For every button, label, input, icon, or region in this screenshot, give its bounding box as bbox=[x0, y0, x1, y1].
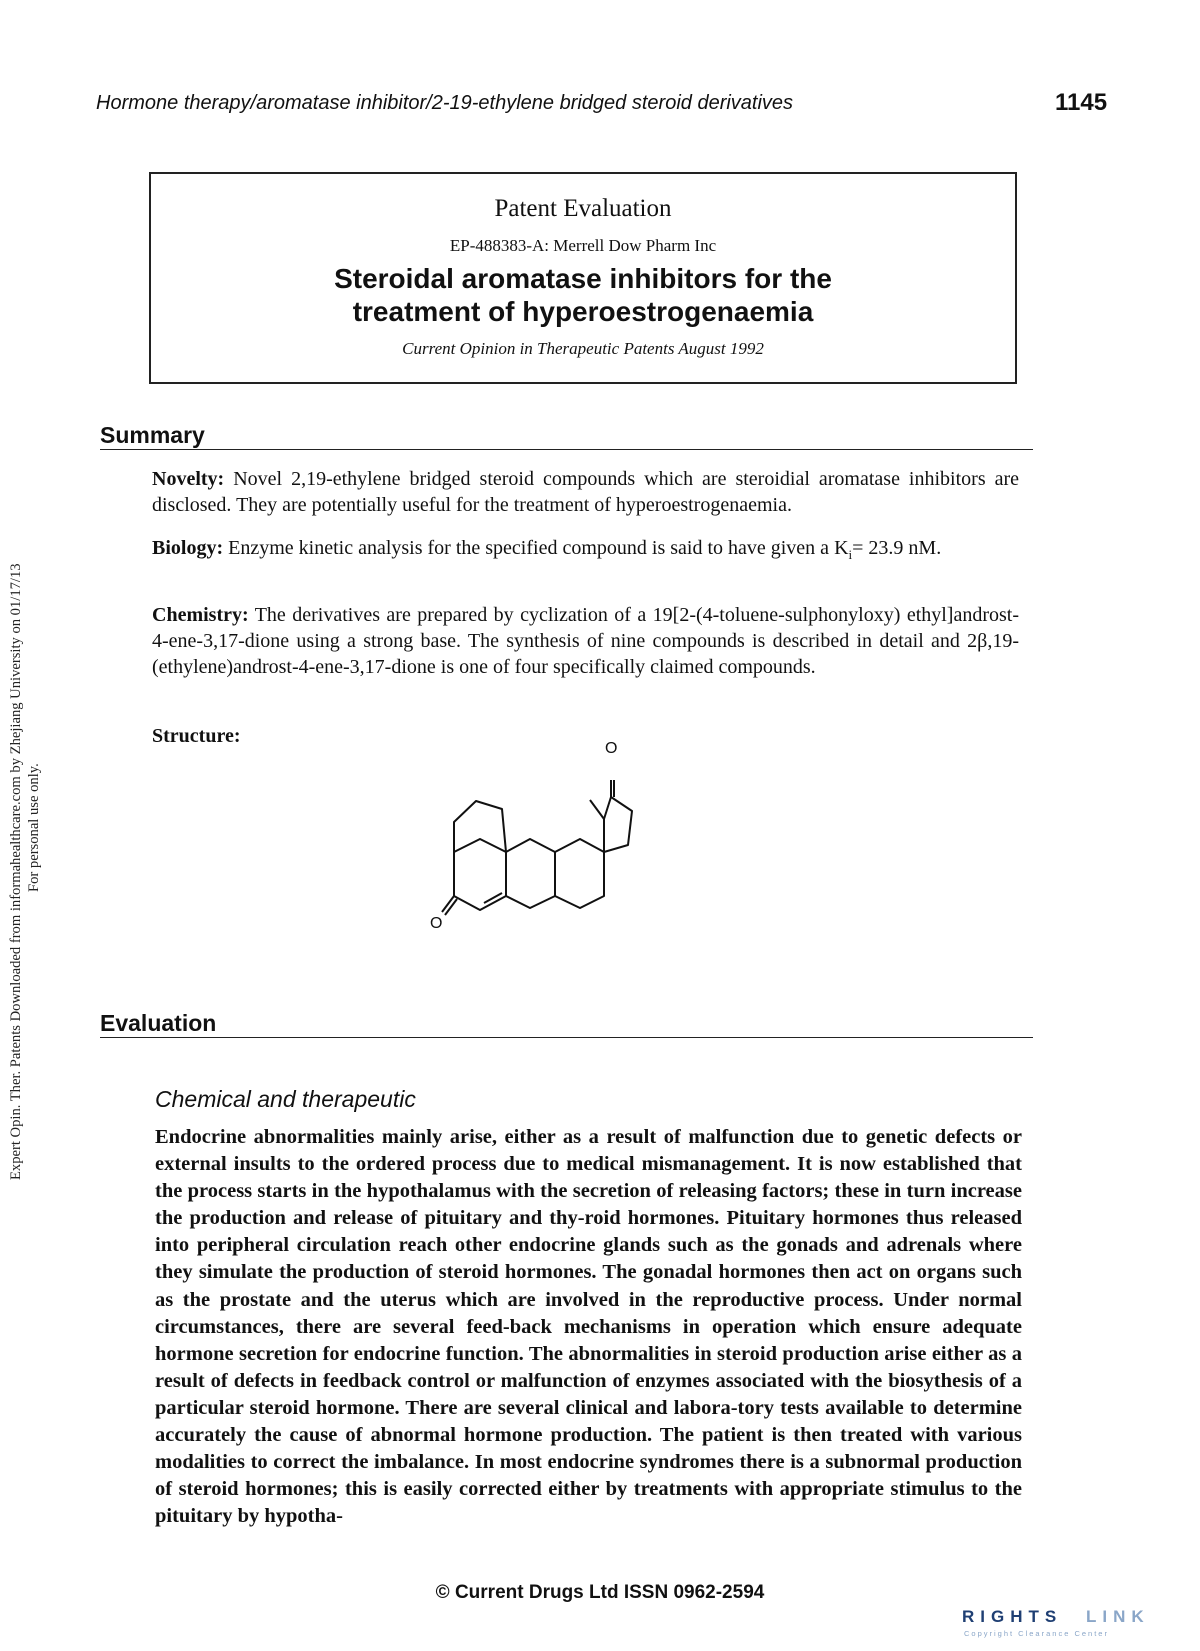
novelty-text: Novel 2,19-ethylene bridged steroid compounds which are steroidial aromatase inhibitors are disclosed. They are potentially useful for the treatment of hyperoestrogenaemia. bbox=[152, 468, 1020, 516]
evaluation-body: Endocrine abnormalities mainly arise, either as a result of malfunction due to genetic defects or external insults to the ordered process due to medical mismanagement. It is now established that the process starts in the hypothalamus with the secretion of releasing factors; these in turn increase the production and release of pituitary and thy-roid hormones. Pituitary hormones thus released into peripheral circulation reach other endocrine glands such as the gonads and adrenals where they simulate the production of steroid hormones. The gonadal hormones then act on organs such as the prostate and the uterus which are involved in the reproductive process. Under normal circumstances, there are several feed-back mechanisms in operation which ensure adequate hormone secretion for endocrine function. The abnormalities in steroid production arise either as a result of defects in feedback control or malfunction of enzymes associated with the biosythesis of a particular steroid hormone. There are several clinical and labora-tory tests available to determine accurately the cause of abnormal hormone production. The patient is then treated with various modalities to correct the imbalance. In most endocrine syndromes there is a subnormal production of steroid hormones; this is easily corrected either by treatments with appropriate stimulus to the pituitary by hypotha- bbox=[155, 1126, 1022, 1528]
ring-b bbox=[506, 839, 555, 908]
download-notice-line1: Expert Opin. Ther. Patents Downloaded from informahealthcare.com by Zhejiang University on 01/17/13 bbox=[8, 563, 24, 1180]
patent-evaluation-box bbox=[149, 172, 1017, 384]
running-head: Hormone therapy/aromatase inhibitor/2-19-ethylene bridged steroid derivatives bbox=[96, 92, 794, 114]
chemistry-text: The derivatives are prepared by cyclization of a 19[2-(4-toluene-sulphonyloxy) ethyl]androst-4-ene-3,17-dione using a strong base. The synthesis of nine compounds is described in detail and 2β,19-(ethylene)androst-4-ene-3,17-dione is one of four specifically claimed compounds. bbox=[152, 604, 1020, 678]
ki-value: = 23.9 nM. bbox=[852, 537, 942, 559]
structure-label: Structure: bbox=[152, 725, 241, 747]
methyl-18 bbox=[590, 800, 604, 819]
summary-heading: Summary bbox=[100, 421, 1033, 450]
download-notice-sidebar bbox=[0, 460, 60, 1180]
patent-title bbox=[151, 262, 1015, 328]
rightslink-logo bbox=[962, 1600, 1192, 1640]
chemistry-label: Chemistry: bbox=[152, 604, 249, 626]
rightslink-logo-rights: RIGHTS bbox=[962, 1607, 1063, 1626]
novelty-label: Novelty: bbox=[152, 468, 225, 490]
biology-text: Enzyme kinetic analysis for the specified compound is said to have given a bbox=[228, 537, 830, 559]
evaluation-heading: Evaluation bbox=[100, 1009, 1033, 1038]
evaluation-subheading: Chemical and therapeutic bbox=[155, 1086, 416, 1112]
journal-source: Current Opinion in Therapeutic Patents August 1992 bbox=[402, 339, 764, 358]
ring-d bbox=[604, 797, 632, 852]
patent-id: EP-488383-A: Merrell Dow Pharm Inc bbox=[449, 236, 717, 255]
patent-title-line2: treatment of hyperoestrogenaemia bbox=[352, 296, 814, 327]
biology-label: Biology: bbox=[152, 537, 224, 559]
oxygen-atom-top: O bbox=[605, 740, 618, 757]
ring-a bbox=[454, 839, 506, 910]
steroid-structure-diagram bbox=[430, 740, 680, 932]
download-notice-line2: For personal use only. bbox=[26, 763, 42, 892]
patent-title-line1: Steroidal aromatase inhibitors for the bbox=[334, 263, 832, 294]
chemistry-paragraph bbox=[152, 602, 1019, 680]
ki-subscript: i bbox=[848, 547, 853, 562]
ring-c bbox=[555, 839, 604, 908]
ethylene-bridge bbox=[454, 801, 506, 852]
ki-symbol: K bbox=[834, 537, 849, 559]
novelty-paragraph bbox=[152, 466, 1019, 518]
rightslink-logo-subtitle: Copyright Clearance Center bbox=[964, 1629, 1109, 1638]
oxygen-atom-left: O bbox=[430, 915, 443, 932]
page-number: 1145 bbox=[1055, 89, 1108, 116]
structure-paragraph bbox=[152, 723, 1019, 749]
box-heading: Patent Evaluation bbox=[494, 195, 672, 222]
double-bond-4 bbox=[484, 893, 502, 903]
copyright-footer: © Current Drugs Ltd ISSN 0962-2594 bbox=[435, 1582, 765, 1603]
biology-paragraph bbox=[152, 535, 1019, 568]
rightslink-logo-link: LINK bbox=[1086, 1607, 1150, 1626]
